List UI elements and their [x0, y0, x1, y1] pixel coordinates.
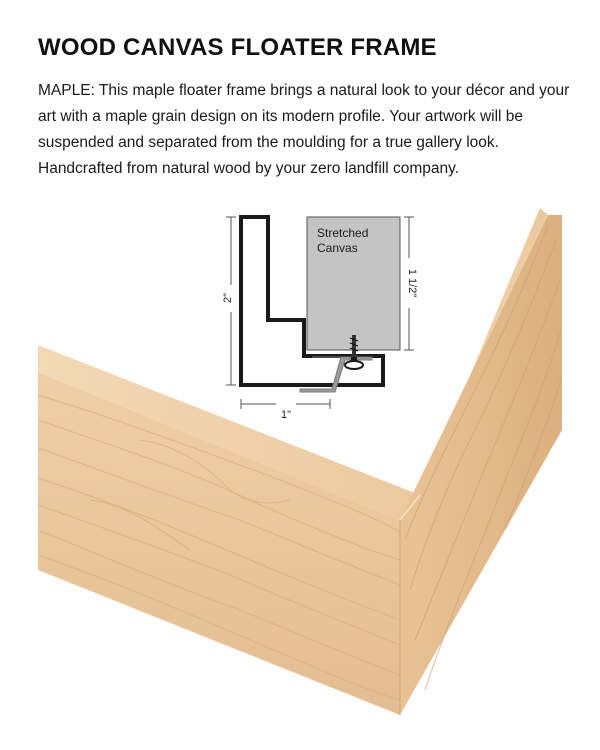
page-title: WOOD CANVAS FLOATER FRAME: [38, 34, 437, 61]
width-label: 1": [280, 409, 292, 421]
frame-corner-photo: [38, 208, 562, 715]
profile-diagram: [222, 217, 418, 421]
canvas-label-line2: Canvas: [317, 241, 358, 255]
product-description: MAPLE: This maple floater frame brings a natural look to your décor and your art with a maple grain design on its modern profile. Your artwork will be suspended and separated from the moulding for a true gallery look. Handcrafted from natural wood by your zero landfill company.: [38, 82, 570, 177]
frame-right-side-face: [400, 215, 562, 715]
canvas-label-line1: Stretched: [317, 226, 369, 240]
depth-label: 1 1/2": [406, 268, 418, 298]
width-dimension: [241, 399, 330, 409]
height-label: 2": [222, 292, 234, 304]
